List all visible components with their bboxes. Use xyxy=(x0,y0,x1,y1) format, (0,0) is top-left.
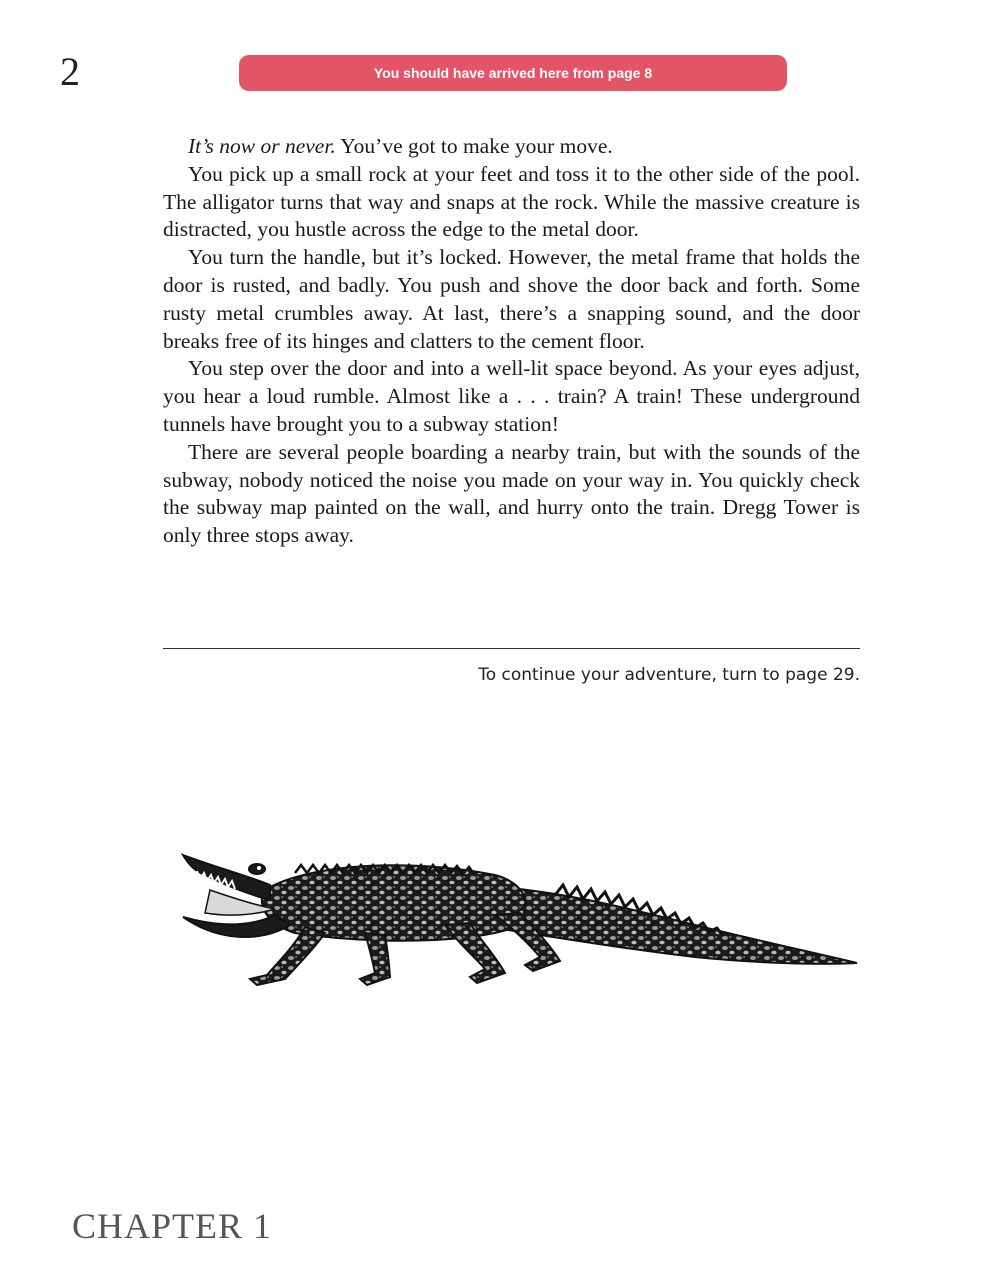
story-paragraph xyxy=(163,439,860,550)
italic-lead: It’s now or never. xyxy=(188,134,336,158)
continue-instruction: To continue your adventure, turn to page 29. xyxy=(478,665,860,685)
story-paragraph xyxy=(163,161,860,244)
paragraph-text: You turn the handle, but it’s locked. However, the metal frame that holds the door is rusted, and badly. You push and shove the door back and forth. Some rusty metal crumbles away. At last, there’s a snapping sound, and the door breaks free of its hinges and clatters to the cement floor. xyxy=(163,245,860,353)
alligator-illustration xyxy=(175,845,860,990)
paragraph-text: You step over the door and into a well-lit space beyond. As your eyes adjust, you hear a loud rumble. Almost like a . . . train? A train! These underground tunnels have brought you to a subway station! xyxy=(163,356,860,436)
story-paragraph xyxy=(163,133,860,161)
paragraph-text: You’ve got to make your move. xyxy=(335,134,613,158)
story-paragraph xyxy=(163,355,860,438)
page-number: 2 xyxy=(60,49,80,94)
section-divider xyxy=(163,648,860,649)
chapter-label: CHAPTER 1 xyxy=(72,1206,273,1246)
paragraph-text: There are several people boarding a nearby train, but with the sounds of the subway, nobody noticed the noise you made on your way in. You quickly check the subway map painted on the wall, and hurry onto the train. Dregg Tower is only three stops away. xyxy=(163,439,860,548)
story-text xyxy=(163,133,860,550)
paragraph-text: You pick up a small rock at your feet and toss it to the other side of the pool. The alligator turns that way and snaps at the rock. While the massive creature is distracted, you hustle across the edge to the metal door. xyxy=(163,161,860,242)
arrival-banner: You should have arrived here from page 8 xyxy=(239,55,787,91)
story-paragraph xyxy=(163,244,860,355)
